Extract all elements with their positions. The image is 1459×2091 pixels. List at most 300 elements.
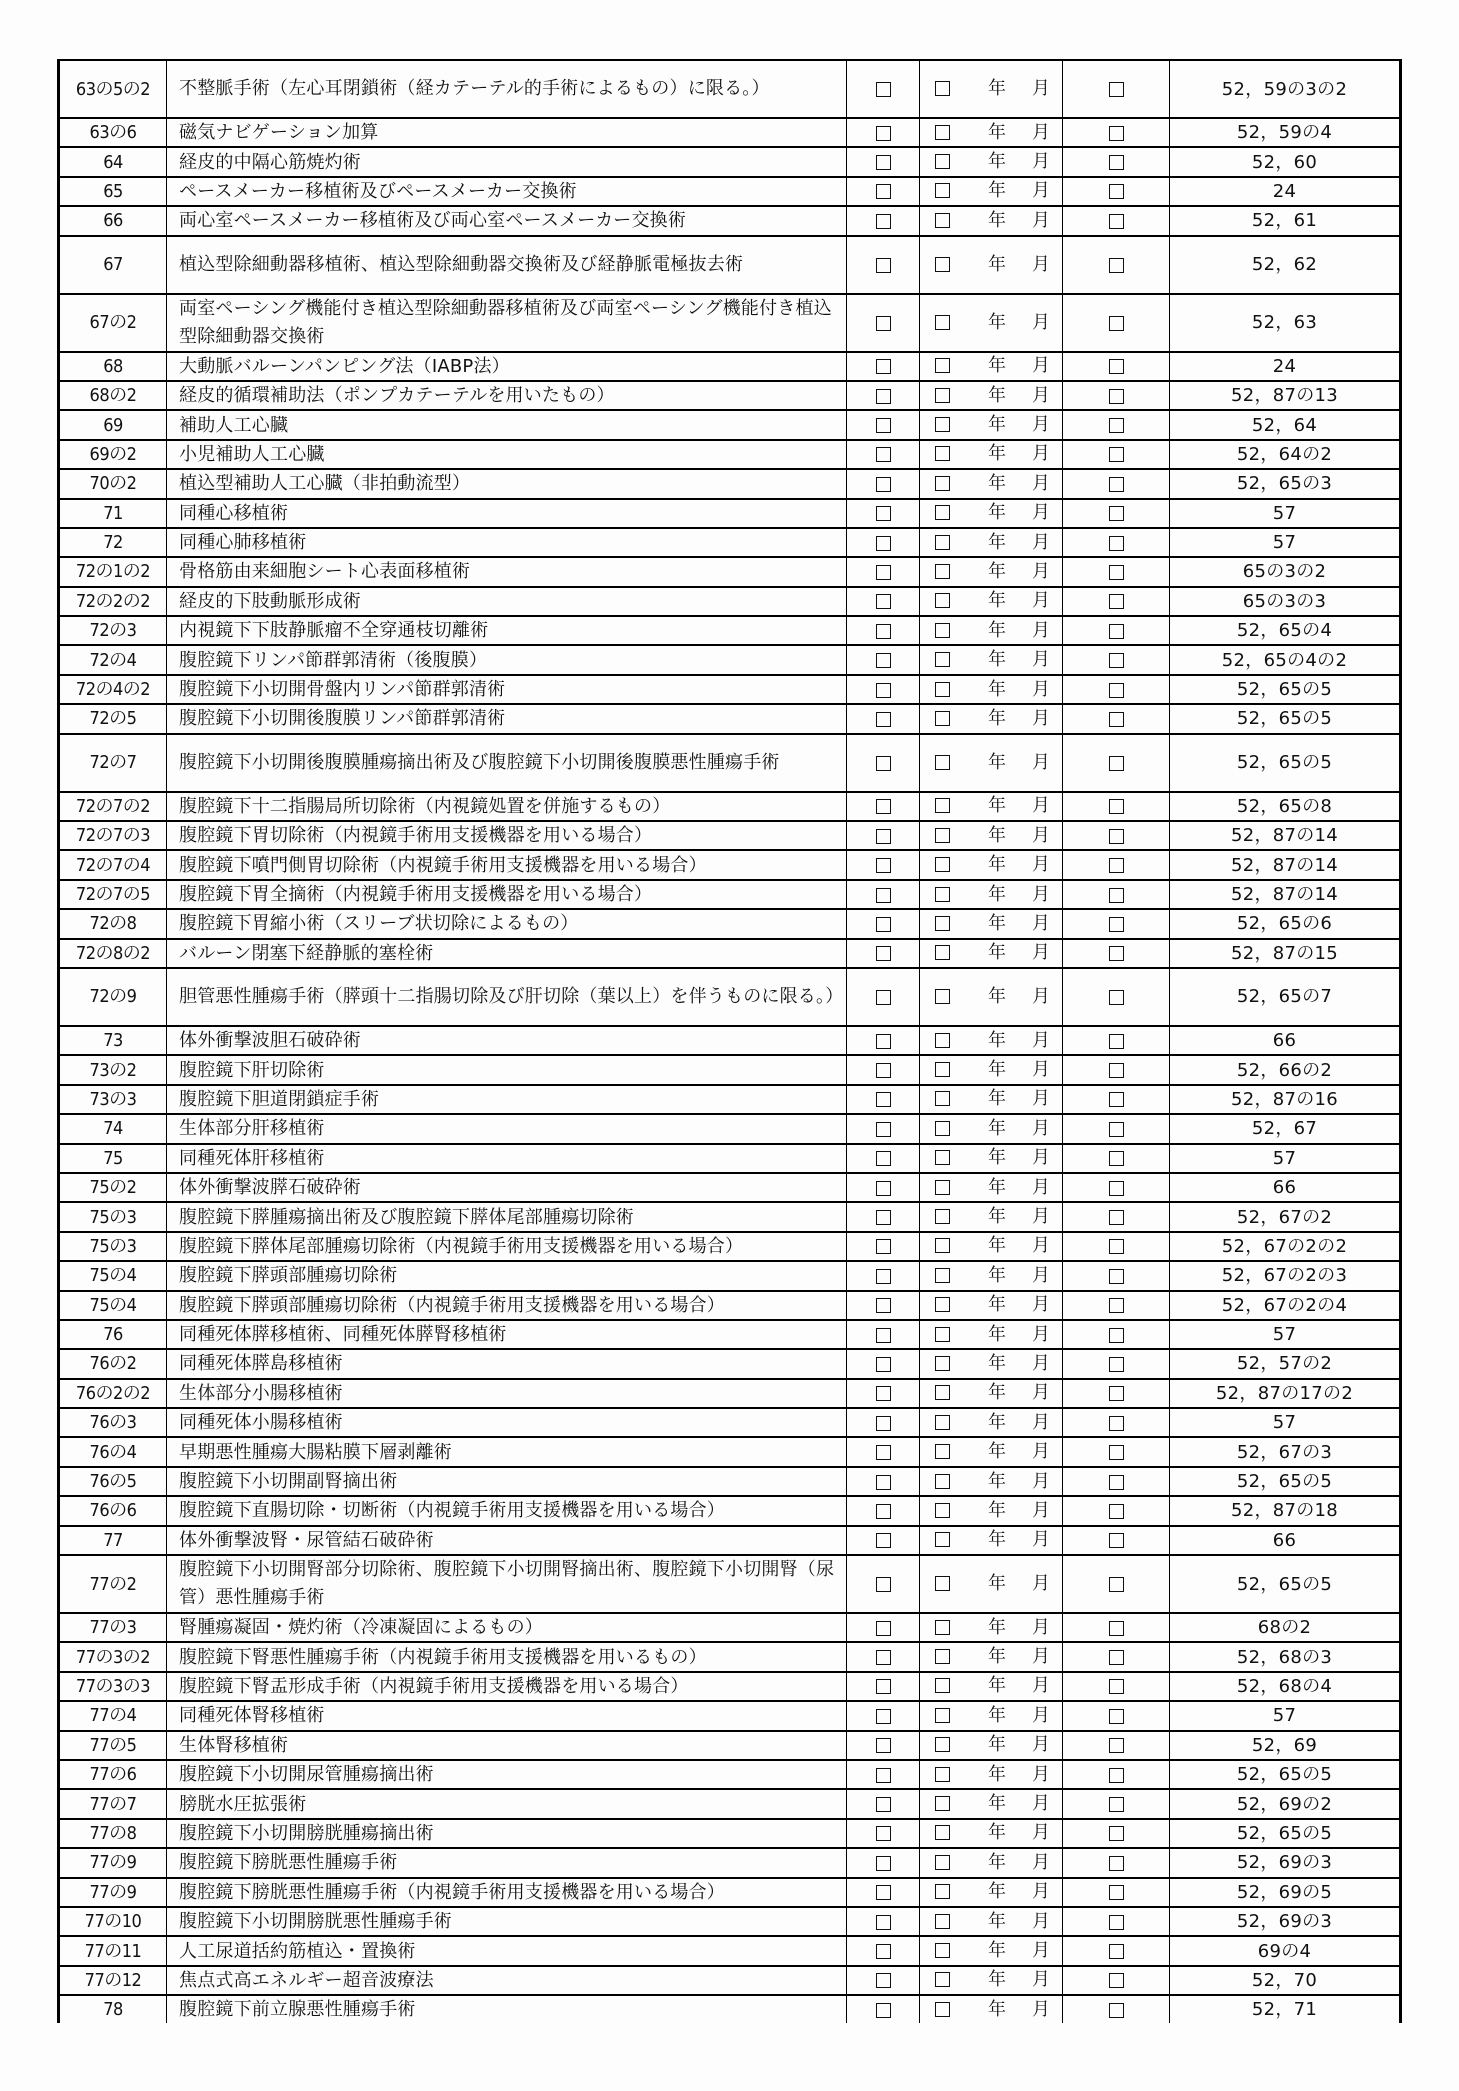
start-date-checkbox[interactable] [935,1532,950,1547]
notification-checkbox[interactable] [1109,1357,1124,1372]
reference-number [1170,675,1401,704]
month-label: 月 [1032,678,1050,700]
start-date-checkbox[interactable] [935,1678,950,1693]
notification-checkbox[interactable] [1109,1826,1124,1841]
table-row [59,1291,1401,1320]
procedure-number [59,528,167,557]
table-row [59,645,1401,674]
applicable-checkbox[interactable] [876,1504,891,1519]
start-date-checkbox[interactable] [935,257,950,272]
start-date-checkbox[interactable] [935,1825,950,1840]
procedure-number-text: 75 [103,1147,123,1169]
procedure-number-text: 64 [103,151,123,173]
applicable-checkbox[interactable] [876,1738,891,1753]
applicable-checkbox[interactable] [876,1533,891,1548]
notification-checkbox[interactable] [1109,1475,1124,1490]
reference-number [1170,1555,1401,1613]
applicable-checkbox[interactable] [876,2003,891,2018]
procedure-number-text: 77の8 [89,1822,137,1844]
applicable-checkbox[interactable] [876,1239,891,1254]
notification-checkbox[interactable] [1109,1709,1124,1724]
start-date-checkbox[interactable] [935,989,950,1004]
notification-cell [1063,352,1170,381]
start-date-checkbox[interactable] [935,1884,950,1899]
notification-checkbox[interactable] [1109,1856,1124,1871]
procedure-name [167,1819,847,1848]
start-date-checkbox[interactable] [935,1767,950,1782]
applicable-cell [847,1672,920,1701]
procedure-number-text: 72の1の2 [75,561,151,583]
applicable-cell [847,645,920,674]
month-label: 月 [1032,1969,1050,1991]
table-row [59,1642,1401,1671]
start-date-checkbox[interactable] [935,505,950,520]
applicable-checkbox[interactable] [876,712,891,727]
procedure-number-text: 69の2 [89,443,137,465]
applicable-checkbox[interactable] [876,1386,891,1401]
notification-checkbox[interactable] [1109,858,1124,873]
start-date-checkbox[interactable] [935,828,950,843]
notification-checkbox[interactable] [1109,1533,1124,1548]
applicable-cell [847,440,920,469]
applicable-checkbox[interactable] [876,858,891,873]
start-date-cell [920,118,1063,147]
start-date-checkbox[interactable] [935,1033,950,1048]
notification-checkbox[interactable] [1109,1797,1124,1812]
reference-number-text: 52，65の5 [1236,1471,1333,1493]
applicable-checkbox[interactable] [876,888,891,903]
month-label: 月 [1032,1411,1050,1433]
year-label: 年 [988,121,1006,143]
start-date-cell [920,1055,1063,1084]
applicable-checkbox[interactable] [876,1122,891,1137]
applicable-checkbox[interactable] [876,946,891,961]
notification-checkbox[interactable] [1109,1445,1124,1460]
procedure-name [167,587,847,616]
notification-checkbox[interactable] [1109,2003,1124,2018]
notification-checkbox[interactable] [1109,990,1124,1005]
procedure-name-text: バルーン閉塞下経静脈的塞栓術 [179,942,434,964]
start-date-checkbox[interactable] [935,1855,950,1870]
table-row [59,381,1401,410]
applicable-checkbox[interactable] [876,756,891,771]
procedure-number-text: 77の5 [89,1734,137,1756]
applicable-checkbox[interactable] [876,1151,891,1166]
applicable-cell [847,792,920,821]
applicable-checkbox[interactable] [876,536,891,551]
applicable-checkbox[interactable] [876,990,891,1005]
notification-checkbox[interactable] [1109,1386,1124,1401]
applicable-cell [847,294,920,352]
start-date-checkbox[interactable] [935,1385,950,1400]
notification-checkbox[interactable] [1109,1504,1124,1519]
applicable-cell [847,1291,920,1320]
start-date-checkbox[interactable] [935,1209,950,1224]
notification-checkbox[interactable] [1109,316,1124,331]
applicable-checkbox[interactable] [876,1181,891,1196]
year-label: 年 [988,1088,1006,1110]
applicable-checkbox[interactable] [876,1092,891,1107]
start-date-checkbox[interactable] [935,652,950,667]
start-date-checkbox[interactable] [935,682,950,697]
applicable-checkbox[interactable] [876,1915,891,1930]
year-label: 年 [988,854,1006,876]
reference-number [1170,440,1401,469]
procedure-number [59,1232,167,1261]
notification-checkbox[interactable] [1109,447,1124,462]
applicable-checkbox[interactable] [876,126,891,141]
notification-checkbox[interactable] [1109,1239,1124,1254]
applicable-checkbox[interactable] [876,155,891,170]
start-date-checkbox[interactable] [935,446,950,461]
notification-checkbox[interactable] [1109,82,1124,97]
reference-number [1170,499,1401,528]
start-date-checkbox[interactable] [935,1972,950,1987]
procedure-name-text: 人工尿道括約筋植込・置換術 [179,1940,416,1962]
procedure-number-text: 75の3 [89,1206,137,1228]
applicable-checkbox[interactable] [876,829,891,844]
applicable-checkbox[interactable] [876,447,891,462]
applicable-checkbox[interactable] [876,1797,891,1812]
applicable-checkbox[interactable] [876,1298,891,1313]
procedure-number [59,410,167,439]
table-row [59,1408,1401,1437]
applicable-cell [847,1437,920,1466]
applicable-cell [847,557,920,586]
reference-number-text: 52，65の5 [1236,1822,1333,1844]
start-date-checkbox[interactable] [935,358,950,373]
notification-checkbox[interactable] [1109,565,1124,580]
reference-number-text: 52，63 [1251,312,1318,334]
year-label: 年 [988,883,1006,905]
table-row [59,1613,1401,1642]
procedure-number [59,1819,167,1848]
applicable-checkbox[interactable] [876,1856,891,1871]
start-date-checkbox[interactable] [935,1062,950,1077]
start-date-checkbox[interactable] [935,1474,950,1489]
applicable-checkbox[interactable] [876,624,891,639]
start-date-cell [920,440,1063,469]
applicable-checkbox[interactable] [876,1416,891,1431]
start-date-checkbox[interactable] [935,857,950,872]
start-date-checkbox[interactable] [935,125,950,140]
applicable-checkbox[interactable] [876,1063,891,1078]
procedure-number-text: 67 [103,254,123,276]
reference-number [1170,528,1401,557]
notification-checkbox[interactable] [1109,1269,1124,1284]
applicable-checkbox[interactable] [876,1034,891,1049]
notification-checkbox[interactable] [1109,799,1124,814]
procedure-name-text: 同種心移植術 [179,502,289,524]
applicable-checkbox[interactable] [876,82,891,97]
start-date-checkbox[interactable] [935,183,950,198]
procedure-number [59,1526,167,1555]
notification-checkbox[interactable] [1109,506,1124,521]
applicable-checkbox[interactable] [876,1357,891,1372]
procedure-number [59,236,167,294]
reference-number-text: 52，65の8 [1236,795,1333,817]
notification-checkbox[interactable] [1109,829,1124,844]
procedure-number-text: 65 [103,180,123,202]
applicable-checkbox[interactable] [876,1885,891,1900]
start-date-checkbox[interactable] [935,1238,950,1253]
start-date-checkbox[interactable] [935,623,950,638]
notification-checkbox[interactable] [1109,1621,1124,1636]
reference-number-text: 52，87の18 [1230,1500,1339,1522]
applicable-checkbox[interactable] [876,1475,891,1490]
applicable-checkbox[interactable] [876,917,891,932]
procedure-number [59,1320,167,1349]
notification-checkbox[interactable] [1109,1650,1124,1665]
notification-checkbox[interactable] [1109,1092,1124,1107]
notification-cell [1063,236,1170,294]
start-date-checkbox[interactable] [935,213,950,228]
start-date-checkbox[interactable] [935,388,950,403]
notification-checkbox[interactable] [1109,1151,1124,1166]
start-date-checkbox[interactable] [935,417,950,432]
notification-cell [1063,1966,1170,1995]
notification-checkbox[interactable] [1109,1885,1124,1900]
applicable-checkbox[interactable] [876,1621,891,1636]
reference-number-text: 52，65の6 [1236,913,1333,935]
start-date-checkbox[interactable] [935,1297,950,1312]
notification-checkbox[interactable] [1109,1298,1124,1313]
notification-checkbox[interactable] [1109,1973,1124,1988]
start-date-checkbox[interactable] [935,1737,950,1752]
start-date-cell [920,1966,1063,1995]
notification-checkbox[interactable] [1109,1416,1124,1431]
procedure-name [167,939,847,968]
start-date-checkbox[interactable] [935,1943,950,1958]
start-date-cell [920,880,1063,909]
notification-checkbox[interactable] [1109,1915,1124,1930]
month-label: 月 [1032,180,1050,202]
start-date-cell [920,1848,1063,1877]
table-row [59,1936,1401,1965]
applicable-checkbox[interactable] [876,1768,891,1783]
notification-cell [1063,1731,1170,1760]
notification-checkbox[interactable] [1109,653,1124,668]
start-date-checkbox[interactable] [935,593,950,608]
applicable-checkbox[interactable] [876,653,891,668]
start-date-checkbox[interactable] [935,1415,950,1430]
start-date-checkbox[interactable] [935,755,950,770]
applicable-checkbox[interactable] [876,258,891,273]
applicable-checkbox[interactable] [876,1269,891,1284]
notification-checkbox[interactable] [1109,126,1124,141]
notification-cell [1063,499,1170,528]
notification-checkbox[interactable] [1109,359,1124,374]
start-date-checkbox[interactable] [935,1914,950,1929]
reference-number-text: 66 [1272,1529,1297,1551]
table-row [59,206,1401,235]
applicable-checkbox[interactable] [876,1944,891,1959]
start-date-checkbox[interactable] [935,1180,950,1195]
procedure-name [167,1467,847,1496]
table-row [59,1731,1401,1760]
notification-checkbox[interactable] [1109,477,1124,492]
notification-checkbox[interactable] [1109,594,1124,609]
start-date-checkbox[interactable] [935,2002,950,2017]
start-date-checkbox[interactable] [935,535,950,550]
procedure-number-text: 77の9 [89,1852,137,1874]
applicable-checkbox[interactable] [876,506,891,521]
applicable-cell [847,1496,920,1525]
start-date-checkbox[interactable] [935,945,950,960]
notification-checkbox[interactable] [1109,888,1124,903]
start-date-checkbox[interactable] [935,1150,950,1165]
applicable-checkbox[interactable] [876,1679,891,1694]
notification-checkbox[interactable] [1109,917,1124,932]
notification-checkbox[interactable] [1109,214,1124,229]
start-date-checkbox[interactable] [935,887,950,902]
start-date-cell [920,645,1063,674]
notification-checkbox[interactable] [1109,1063,1124,1078]
applicable-checkbox[interactable] [876,1210,891,1225]
start-date-cell [920,1701,1063,1730]
year-label: 年 [988,502,1006,524]
notification-checkbox[interactable] [1109,155,1124,170]
start-date-checkbox[interactable] [935,711,950,726]
notification-checkbox[interactable] [1109,683,1124,698]
start-date-checkbox[interactable] [935,1620,950,1635]
procedure-name-text: 植込型補助人工心臓（非拍動流型） [179,473,471,495]
start-date-checkbox[interactable] [935,1327,950,1342]
notification-cell [1063,1437,1170,1466]
applicable-checkbox[interactable] [876,1650,891,1665]
procedure-name [167,1642,847,1671]
year-label: 年 [988,590,1006,612]
month-label: 月 [1032,1323,1050,1345]
start-date-checkbox[interactable] [935,564,950,579]
month-label: 月 [1032,414,1050,436]
start-date-checkbox[interactable] [935,476,950,491]
procedure-number [59,1701,167,1730]
reference-number [1170,1437,1401,1466]
notification-checkbox[interactable] [1109,712,1124,727]
procedure-number-text: 76の2の2 [75,1382,151,1404]
procedure-name-text: 同種死体膵島移植術 [179,1353,343,1375]
procedure-number-text: 72 [103,532,123,554]
procedure-number-text: 72の3 [89,620,137,642]
start-date-checkbox[interactable] [935,1576,950,1591]
reference-number-text: 52，68の4 [1236,1675,1333,1697]
procedure-name-text: 体外衝撃波腎・尿管結石破砕術 [179,1529,434,1551]
notification-checkbox[interactable] [1109,184,1124,199]
applicable-checkbox[interactable] [876,477,891,492]
table-row [59,675,1401,704]
reference-number-text: 52，87の13 [1230,385,1339,407]
month-label: 月 [1032,443,1050,465]
notification-checkbox[interactable] [1109,946,1124,961]
applicable-checkbox[interactable] [876,565,891,580]
start-date-checkbox[interactable] [935,315,950,330]
start-date-checkbox[interactable] [935,1444,950,1459]
notification-checkbox[interactable] [1109,258,1124,273]
reference-number [1170,1026,1401,1055]
start-date-checkbox[interactable] [935,1091,950,1106]
notification-cell [1063,381,1170,410]
applicable-checkbox[interactable] [876,799,891,814]
notification-cell [1063,616,1170,645]
month-label: 月 [1032,1382,1050,1404]
notification-checkbox[interactable] [1109,1210,1124,1225]
applicable-checkbox[interactable] [876,214,891,229]
notification-cell [1063,1261,1170,1290]
notification-checkbox[interactable] [1109,1122,1124,1137]
start-date-checkbox[interactable] [935,1796,950,1811]
applicable-cell [847,1526,920,1555]
notification-checkbox[interactable] [1109,1768,1124,1783]
applicable-checkbox[interactable] [876,683,891,698]
procedure-name [167,1878,847,1907]
notification-checkbox[interactable] [1109,1738,1124,1753]
applicable-checkbox[interactable] [876,316,891,331]
applicable-checkbox[interactable] [876,1826,891,1841]
applicable-checkbox[interactable] [876,594,891,609]
notification-cell [1063,177,1170,206]
notification-checkbox[interactable] [1109,418,1124,433]
notification-checkbox[interactable] [1109,1679,1124,1694]
month-label: 月 [1032,1646,1050,1668]
procedure-name [167,1672,847,1701]
notification-checkbox[interactable] [1109,1034,1124,1049]
reference-number-text: 52，65の5 [1236,752,1333,774]
notification-checkbox[interactable] [1109,389,1124,404]
notification-checkbox[interactable] [1109,756,1124,771]
start-date-checkbox[interactable] [935,154,950,169]
notification-checkbox[interactable] [1109,1577,1124,1592]
start-date-checkbox[interactable] [935,1503,950,1518]
applicable-checkbox[interactable] [876,184,891,199]
start-date-checkbox[interactable] [935,1649,950,1664]
applicable-checkbox[interactable] [876,1328,891,1343]
reference-number [1170,1144,1401,1173]
notification-checkbox[interactable] [1109,1944,1124,1959]
start-date-checkbox[interactable] [935,1121,950,1136]
applicable-checkbox[interactable] [876,1445,891,1460]
notification-checkbox[interactable] [1109,624,1124,639]
notification-checkbox[interactable] [1109,536,1124,551]
procedure-name [167,1379,847,1408]
applicable-checkbox[interactable] [876,359,891,374]
reference-number [1170,1789,1401,1818]
start-date-checkbox[interactable] [935,1356,950,1371]
procedure-number [59,909,167,938]
applicable-checkbox[interactable] [876,1577,891,1592]
applicable-checkbox[interactable] [876,1973,891,1988]
start-date-checkbox[interactable] [935,916,950,931]
reference-number-text: 52，65の5 [1236,679,1333,701]
notification-cell [1063,1907,1170,1936]
notification-cell [1063,968,1170,1026]
notification-checkbox[interactable] [1109,1328,1124,1343]
reference-number [1170,616,1401,645]
applicable-checkbox[interactable] [876,389,891,404]
table-row [59,821,1401,850]
notification-checkbox[interactable] [1109,1181,1124,1196]
applicable-checkbox[interactable] [876,418,891,433]
applicable-cell [847,1819,920,1848]
procedure-name [167,909,847,938]
table-row [59,352,1401,381]
applicable-checkbox[interactable] [876,1709,891,1724]
start-date-checkbox[interactable] [935,81,950,96]
start-date-cell [920,1760,1063,1789]
start-date-checkbox[interactable] [935,798,950,813]
start-date-checkbox[interactable] [935,1708,950,1723]
start-date-checkbox[interactable] [935,1268,950,1283]
